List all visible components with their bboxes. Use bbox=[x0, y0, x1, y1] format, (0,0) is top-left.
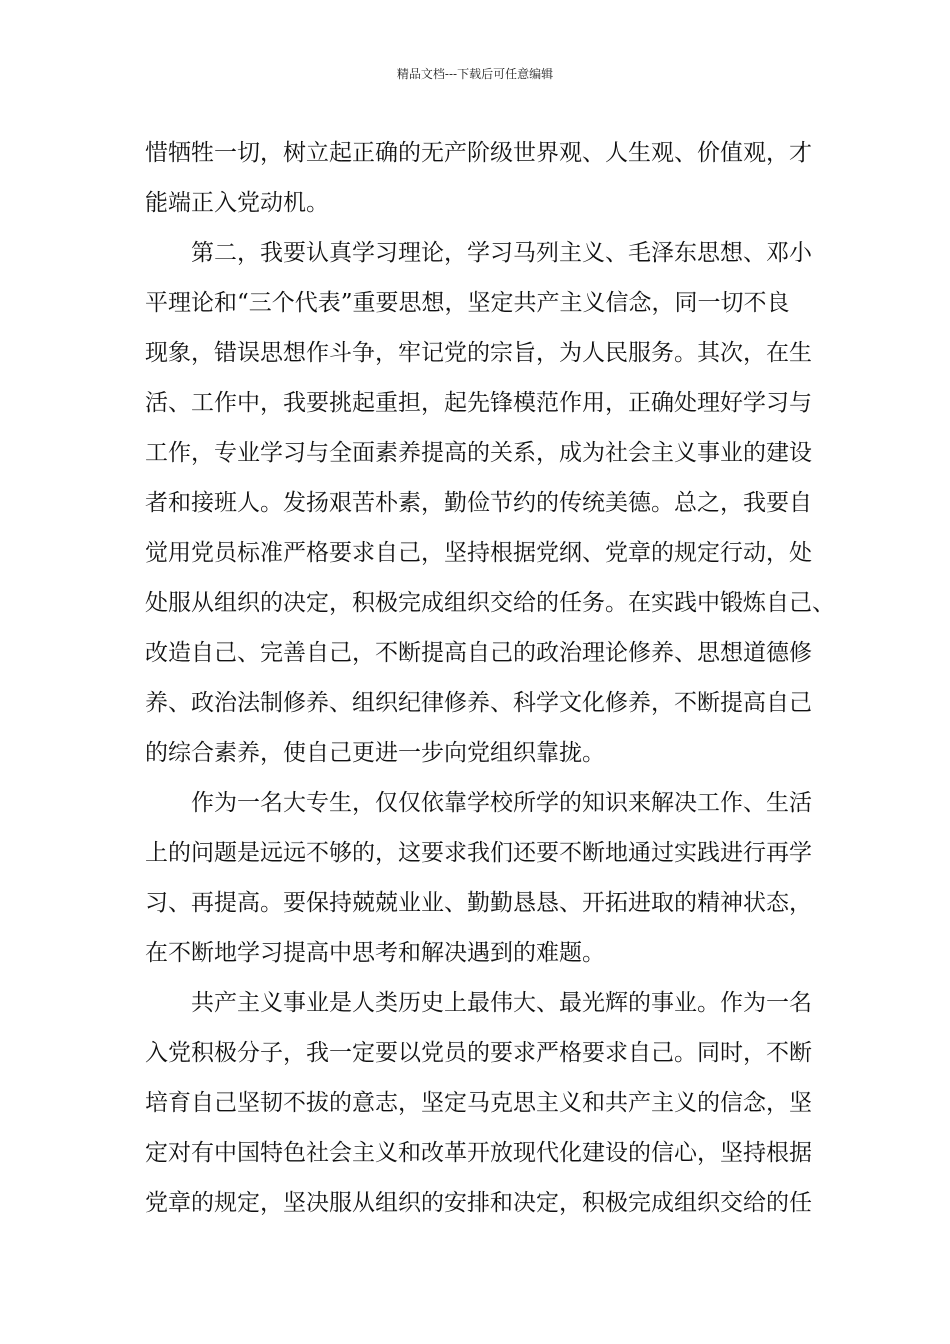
text-line: 养、政治法制修养、组织纪律修养、科学文化修养，不断提高自己 bbox=[145, 690, 812, 716]
text-line: 作为一名大专生，仅仅依靠学校所学的知识来解决工作、生活 bbox=[145, 790, 812, 816]
text-line: 党章的规定，坚决服从组织的安排和决定，积极完成组织交给的任 bbox=[145, 1190, 812, 1216]
text-line: 入党积极分子，我一定要以党员的要求严格要求自己。同时，不断 bbox=[145, 1040, 812, 1066]
text-line: 活、工作中，我要挑起重担，起先锋模范作用，正确处理好学习与 bbox=[145, 390, 812, 416]
text-line: 觉用党员标准严格要求自己，坚持根据党纲、党章的规定行动，处 bbox=[145, 540, 812, 566]
text-line: 者和接班人。发扬艰苦朴素，勤俭节约的传统美德。总之，我要自 bbox=[145, 490, 812, 516]
text-line: 平理论和“三个代表”重要思想，坚定共产主义信念，同一切不良 bbox=[145, 290, 790, 316]
text-line: 处服从组织的决定，积极完成组织交给的任务。在实践中锻炼自己、 bbox=[145, 590, 835, 616]
text-line: 现象，错误思想作斗争，牢记党的宗旨，为人民服务。其次，在生 bbox=[145, 340, 812, 366]
text-line: 共产主义事业是人类历史上最伟大、最光辉的事业。作为一名 bbox=[145, 990, 812, 1016]
text-line: 在不断地学习提高中思考和解决遇到的难题。 bbox=[145, 940, 605, 966]
document-body bbox=[145, 128, 835, 1228]
text-line: 定对有中国特色社会主义和改革开放现代化建设的信心，坚持根据 bbox=[145, 1140, 812, 1166]
text-line: 惜牺牲一切，树立起正确的无产阶级世界观、人生观、价值观，才 bbox=[145, 140, 812, 166]
text-line: 第二，我要认真学习理论，学习马列主义、毛泽东思想、邓小 bbox=[145, 240, 812, 266]
text-line: 工作，专业学习与全面素养提高的关系，成为社会主义事业的建设 bbox=[145, 440, 812, 466]
text-line: 上的问题是远远不够的，这要求我们还要不断地通过实践进行再学 bbox=[145, 840, 812, 866]
text-line: 的综合素养，使自己更进一步向党组织靠拢。 bbox=[145, 740, 605, 766]
text-line: 习、再提高。要保持兢兢业业、勤勤恳恳、开拓进取的精神状态， bbox=[145, 890, 812, 916]
text-line: 培育自己坚韧不拔的意志，坚定马克思主义和共产主义的信念，坚 bbox=[145, 1090, 812, 1116]
text-line: 能端正入党动机。 bbox=[145, 190, 329, 216]
text-line: 改造自己、完善自己，不断提高自己的政治理论修养、思想道德修 bbox=[145, 640, 812, 666]
page-header: 精品文档---下载后可任意编辑 bbox=[396, 67, 554, 81]
